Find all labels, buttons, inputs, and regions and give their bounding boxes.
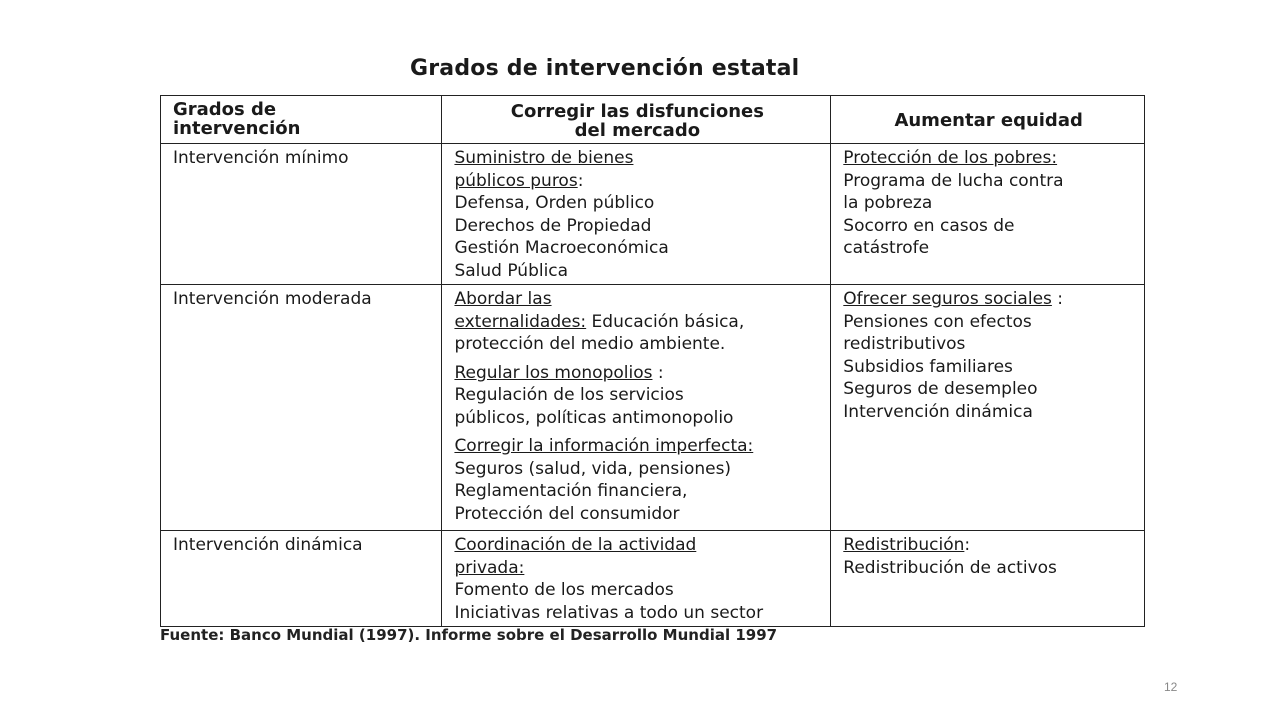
cell-grade: Intervención moderada — [161, 285, 442, 531]
cell-market: Abordar las externalidades: Educación básica, protección del medio ambiente. Regular los monopolios : Regulación de los servicios públicos, políticas antimonopolio Corregir la información imperfecta: Seguros (salud, vida, pensiones) Reglamentación financiera, Protección del consumidor — [442, 285, 831, 531]
cell-grade: Intervención dinámica — [161, 531, 442, 627]
table-row-dinamica — [161, 531, 1145, 627]
cell-market: Coordinación de la actividad privada: Fomento de los mercados Iniciativas relativas a todo un sector — [442, 531, 831, 627]
cell-equity: Redistribución: Redistribución de activos — [831, 531, 1145, 627]
cell-grade: Intervención mínimo — [161, 144, 442, 285]
table-row-minimo — [161, 144, 1145, 285]
header-equity: Aumentar equidad — [831, 96, 1145, 144]
cell-equity: Ofrecer seguros sociales : Pensiones con efectos redistributivos Subsidios familiares Seguros de desempleo Intervención dinámica — [831, 285, 1145, 531]
cell-equity: Protección de los pobres: Programa de lucha contra la pobreza Socorro en casos de catástrofe — [831, 144, 1145, 285]
intervention-table — [160, 95, 1145, 627]
slide-title: Grados de intervención estatal — [410, 56, 800, 81]
source-note: Fuente: Banco Mundial (1997). Informe sobre el Desarrollo Mundial 1997 — [160, 626, 778, 644]
header-market: Corregir las disfunciones del mercado — [442, 96, 831, 144]
page-number: 12 — [1164, 680, 1178, 694]
table-header-row — [161, 96, 1145, 144]
table-row-moderada — [161, 285, 1145, 531]
cell-market: Suministro de bienes públicos puros: Defensa, Orden público Derechos de Propiedad Gestión Macroeconómica Salud Pública — [442, 144, 831, 285]
header-grades: Grados de intervención — [161, 96, 442, 144]
